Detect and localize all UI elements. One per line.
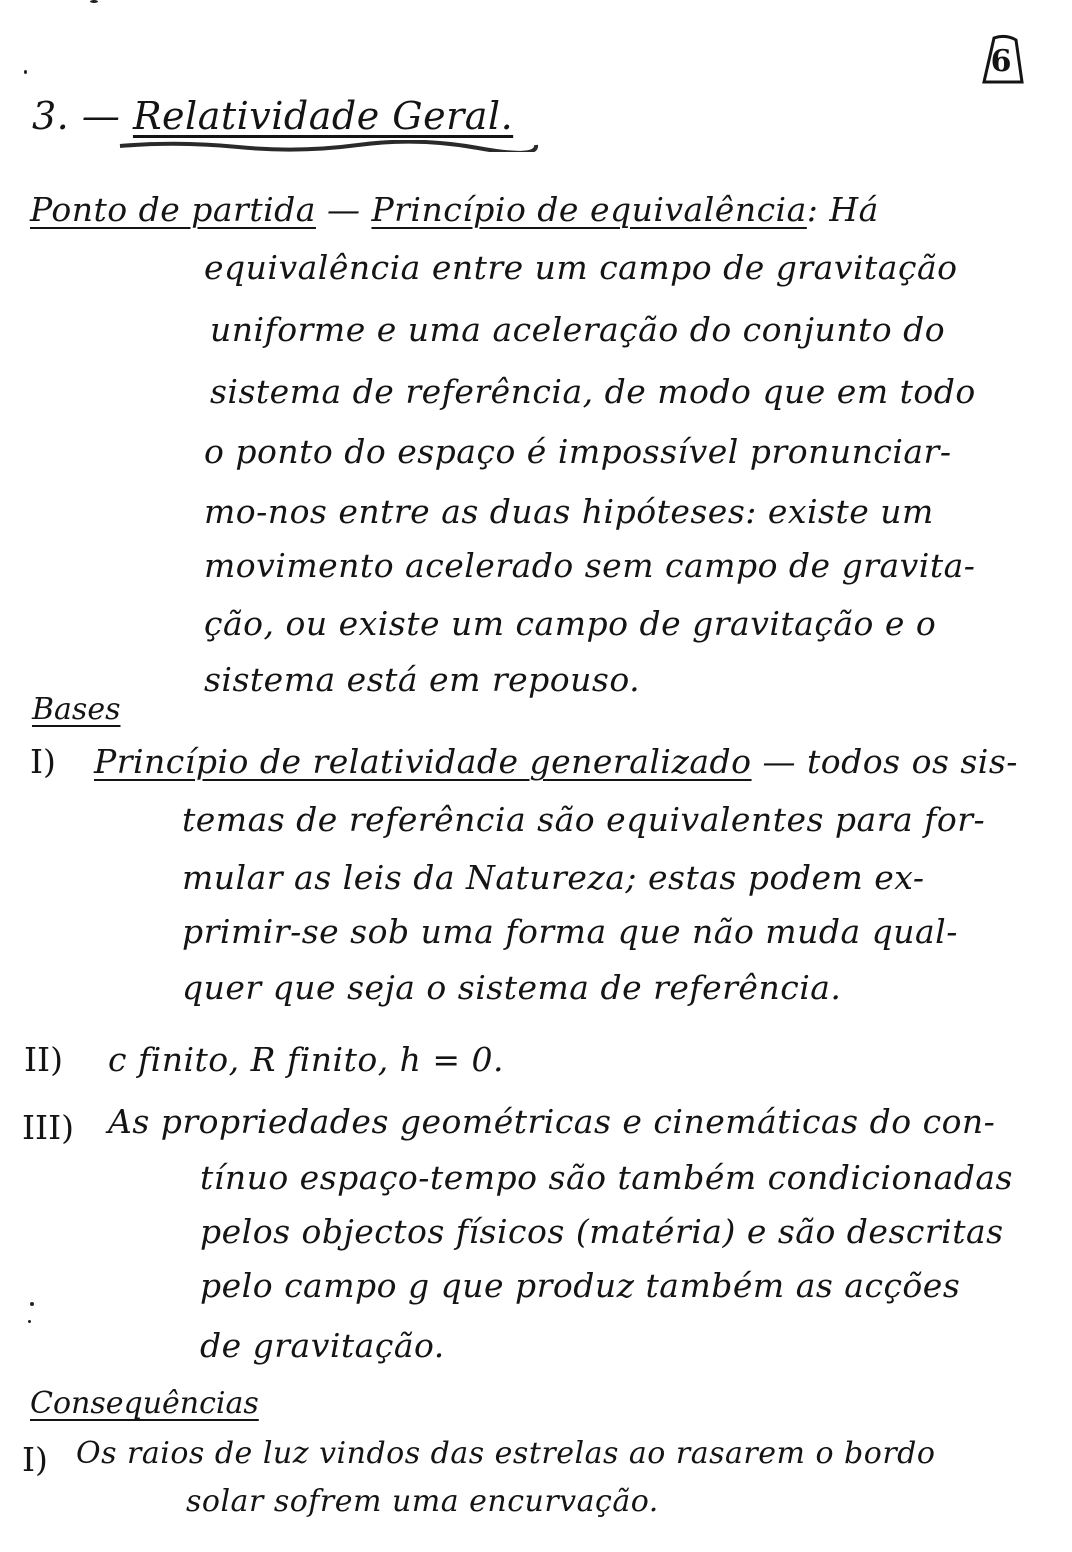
starting-point-text: sistema de referência, de modo que em todo [210, 372, 976, 411]
starting-point-label: Ponto de partida [30, 190, 316, 229]
page-number-text: 6 [990, 44, 1012, 79]
consequences-item-text: Os raios de luz vindos das estrelas ao rasarem o bordo [76, 1436, 936, 1471]
heading-scribble [118, 140, 538, 152]
equivalence-principle: Princípio de equivalência [371, 190, 807, 229]
bases-label: Bases [32, 692, 121, 727]
bases-item-text: primir-se sob uma forma que não muda qual- [182, 912, 958, 951]
bases-item-marker: III) [22, 1108, 74, 1147]
scan-speck [28, 1320, 31, 1323]
starting-point-text: sistema está em repouso. [204, 660, 641, 699]
heading-number: 3. — [32, 94, 121, 138]
bases-item-first-line [94, 742, 1018, 782]
bases-item-text: pelos objectos físicos (matéria) e são descritas [200, 1212, 1004, 1251]
starting-point-text: o ponto do espaço é impossível pronunciar- [204, 432, 952, 471]
consequences-item-text: solar sofrem uma encurvação. [186, 1484, 659, 1519]
bases-item-marker: I) [30, 742, 56, 781]
starting-point-text: ção, ou existe um campo de gravitação e o [204, 604, 937, 643]
consequences-item-marker: I) [22, 1440, 48, 1479]
bases-item-text: pelo campo g que produz também as acções [200, 1266, 961, 1305]
starting-point-text: equivalência entre um campo de gravitação [204, 248, 958, 287]
starting-point-first-line [30, 190, 879, 230]
bases-item-text: mular as leis da Natureza; estas podem ex- [182, 858, 925, 897]
bases-item-text: temas de referência são equivalentes para for- [182, 800, 986, 839]
starting-point-text: mo-nos entre as duas hipóteses: existe um [204, 492, 934, 531]
page-number [976, 34, 1026, 86]
page-heading [32, 96, 513, 136]
bases-item-text: — todos os sis- [762, 742, 1018, 781]
consequences-label: Consequências [30, 1386, 259, 1421]
starting-point-text: movimento acelerado sem campo de gravita- [204, 546, 976, 585]
scan-speck [90, 0, 98, 3]
bases-item-text: quer que seja o sistema de referência. [182, 968, 842, 1007]
generalized-relativity-principle: Princípio de relatividade generalizado [94, 742, 752, 781]
scan-speck [30, 1302, 34, 1306]
bases-item-text: As propriedades geométricas e cinemáticas do con- [108, 1102, 996, 1141]
scan-speck [24, 70, 27, 74]
bases-item-text: c finito, R finito, h = 0. [108, 1040, 505, 1079]
bases-item-marker: II) [24, 1040, 63, 1079]
bases-item-text: de gravitação. [200, 1326, 445, 1365]
starting-point-dash: — [326, 190, 361, 229]
starting-point-text: uniforme e uma aceleração do conjunto do [210, 310, 946, 349]
starting-point-text: : Há [806, 190, 879, 229]
bases-item-text: tínuo espaço-tempo são também condicionadas [200, 1158, 1013, 1197]
heading-title: Relatividade Geral. [132, 94, 514, 138]
